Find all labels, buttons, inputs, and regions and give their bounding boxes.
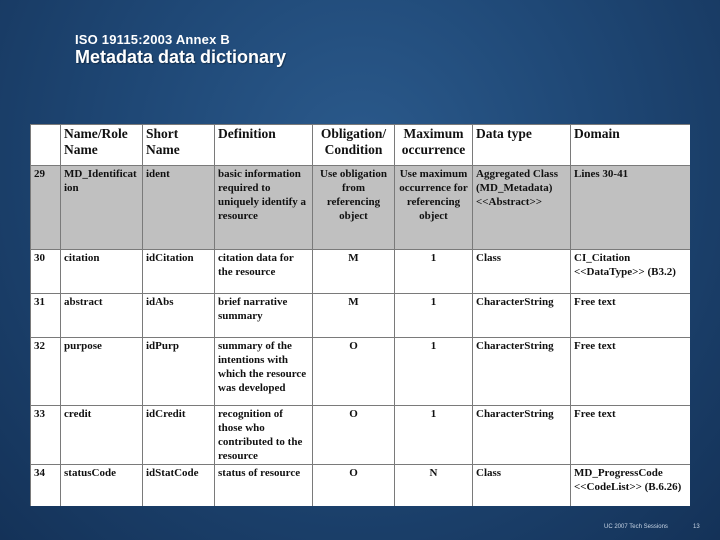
row-short-name: idCitation [143, 250, 215, 294]
row-data-type: CharacterString [473, 406, 571, 465]
table-row [31, 406, 691, 465]
row-short-name: idAbs [143, 294, 215, 338]
row-max-occurrence: 1 [395, 250, 473, 294]
page-number: 13 [693, 524, 700, 530]
row-short-name: idCredit [143, 406, 215, 465]
row-name: statusCode [61, 465, 143, 507]
row-short-name: idStatCode [143, 465, 215, 507]
row-domain: Free text [571, 338, 691, 406]
row-domain: MD_ProgressCode <<CodeList>> (B.6.26) [571, 465, 691, 507]
row-data-type: Aggregated Class (MD_Metadata) <<Abstract>> [473, 166, 571, 250]
row-number: 33 [31, 406, 61, 465]
row-max-occurrence: 1 [395, 406, 473, 465]
row-obligation: O [313, 465, 395, 507]
row-obligation: M [313, 250, 395, 294]
table-row [31, 166, 691, 250]
row-short-name: idPurp [143, 338, 215, 406]
header-cell-short-name: Short Name [143, 125, 215, 166]
header-cell-domain: Domain [571, 125, 691, 166]
row-number: 34 [31, 465, 61, 507]
table-row [31, 250, 691, 294]
row-obligation: M [313, 294, 395, 338]
data-dictionary-table-container [30, 124, 690, 506]
row-data-type: CharacterString [473, 338, 571, 406]
row-domain: Free text [571, 294, 691, 338]
data-dictionary-table [30, 124, 690, 506]
table-row [31, 338, 691, 406]
header-cell-data-type: Data type [473, 125, 571, 166]
row-domain: Free text [571, 406, 691, 465]
row-name: purpose [61, 338, 143, 406]
row-number: 31 [31, 294, 61, 338]
row-data-type: CharacterString [473, 294, 571, 338]
row-name: citation [61, 250, 143, 294]
row-domain: CI_Citation <<DataType>> (B3.2) [571, 250, 691, 294]
row-definition: recognition of those who contributed to the resource [215, 406, 313, 465]
slide-subtitle: ISO 19115:2003 Annex B [75, 32, 230, 47]
row-name: credit [61, 406, 143, 465]
row-name: MD_Identification [61, 166, 143, 250]
slide-header [75, 33, 286, 67]
row-obligation: O [313, 406, 395, 465]
row-definition: summary of the intentions with which the resource was developed [215, 338, 313, 406]
row-definition: basic information required to uniquely identify a resource [215, 166, 313, 250]
row-data-type: Class [473, 250, 571, 294]
table-row [31, 465, 691, 507]
row-definition: brief narrative summary [215, 294, 313, 338]
header-cell-number [31, 125, 61, 166]
row-number: 29 [31, 166, 61, 250]
row-definition: citation data for the resource [215, 250, 313, 294]
row-obligation: O [313, 338, 395, 406]
row-max-occurrence: 1 [395, 294, 473, 338]
header-cell-definition: Definition [215, 125, 313, 166]
row-max-occurrence: 1 [395, 338, 473, 406]
row-max-occurrence: N [395, 465, 473, 507]
header-cell-name: Name/Role Name [61, 125, 143, 166]
row-name: abstract [61, 294, 143, 338]
row-short-name: ident [143, 166, 215, 250]
footer-text: UC 2007 Tech Sessions [604, 524, 668, 530]
table-row [31, 294, 691, 338]
slide-title: Metadata data dictionary [75, 47, 287, 67]
header-cell-max-occurrence: Maximum occurrence [395, 125, 473, 166]
table-header-row [31, 125, 691, 166]
row-max-occurrence: Use maximum occurrence for referencing object [395, 166, 473, 250]
row-domain: Lines 30-41 [571, 166, 691, 250]
row-number: 32 [31, 338, 61, 406]
row-data-type: Class [473, 465, 571, 507]
row-obligation: Use obligation from referencing object [313, 166, 395, 250]
row-number: 30 [31, 250, 61, 294]
row-definition: status of resource [215, 465, 313, 507]
header-cell-obligation: Obligation/ Condition [313, 125, 395, 166]
